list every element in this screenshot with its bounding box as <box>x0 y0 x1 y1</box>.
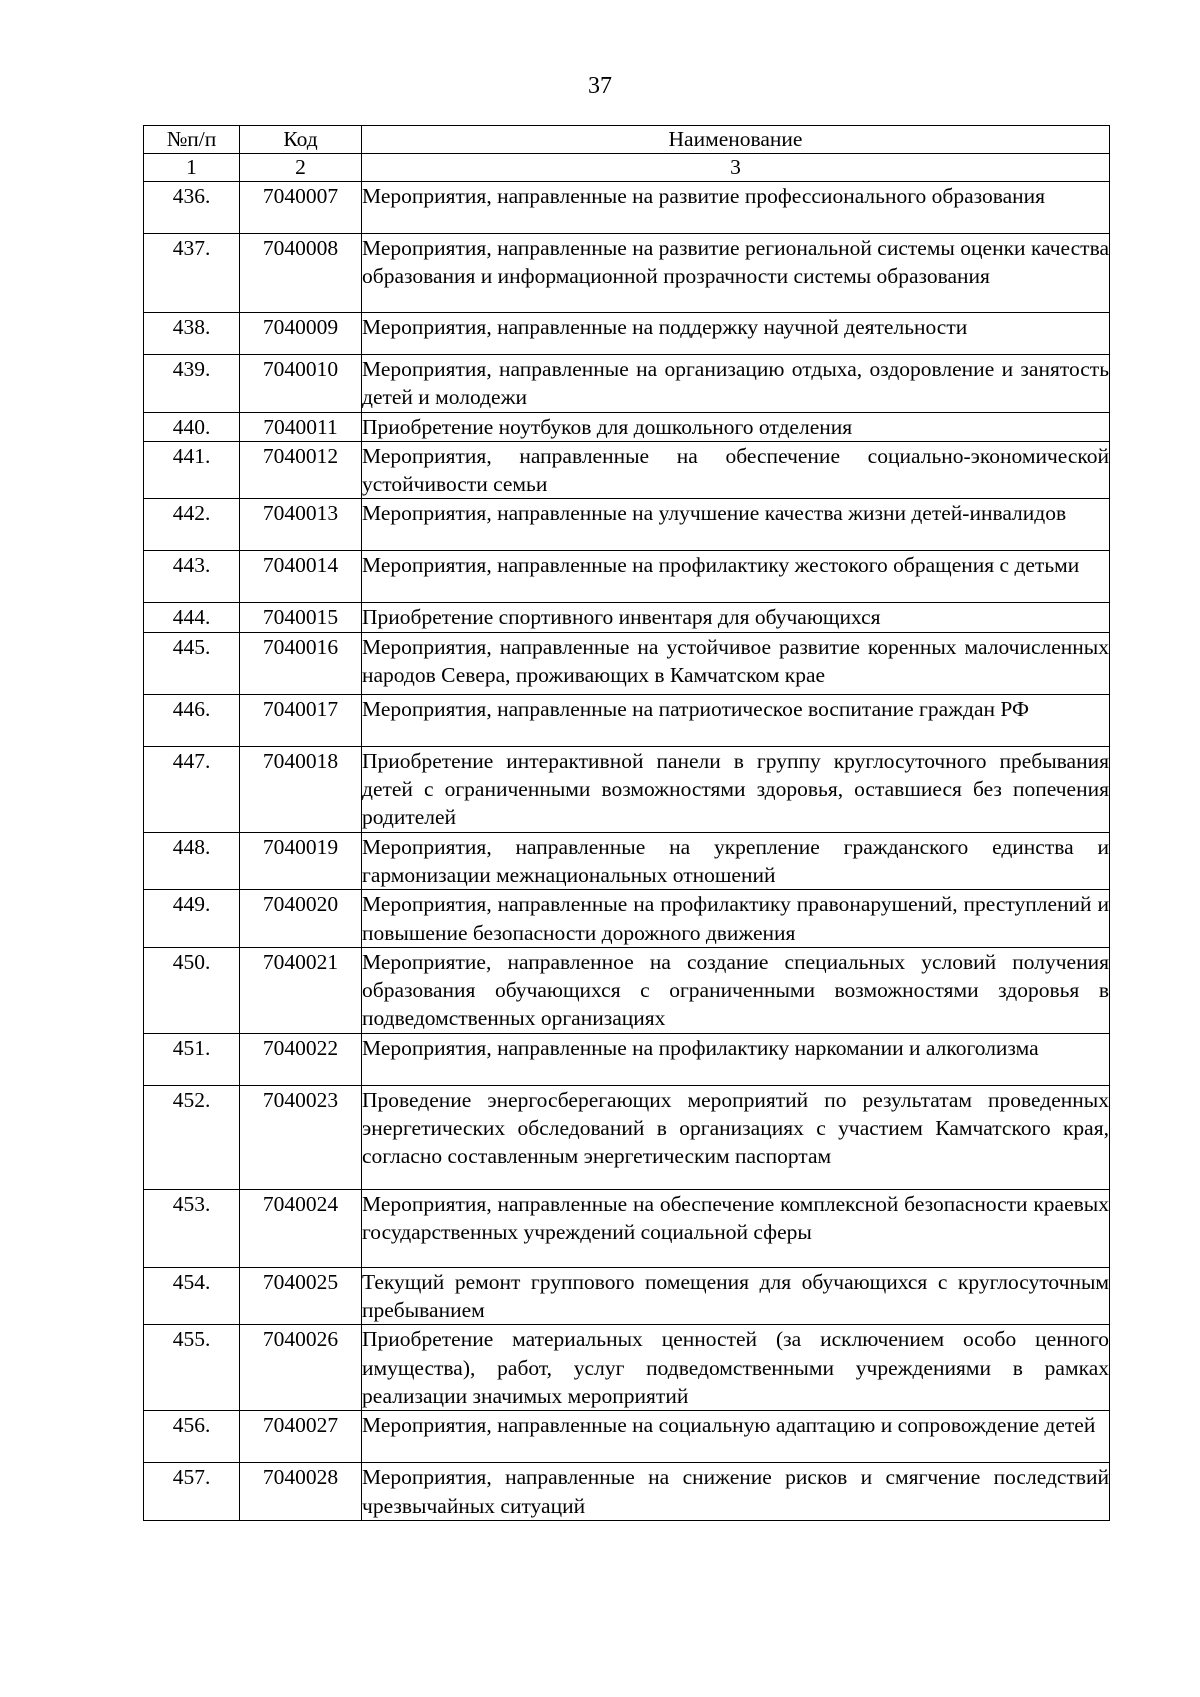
row-number-cell: 444. <box>144 603 240 632</box>
row-code-cell: 7040016 <box>240 632 362 694</box>
column-number-1: 1 <box>144 154 240 182</box>
row-code-cell: 7040008 <box>240 234 362 313</box>
column-number-3: 3 <box>362 154 1110 182</box>
row-code-cell: 7040024 <box>240 1189 362 1267</box>
header-code: Код <box>240 126 362 154</box>
row-number-cell: 454. <box>144 1267 240 1325</box>
table-row <box>144 499 1110 551</box>
row-name-cell: Мероприятия, направленные на обеспечение социально-экономической устойчивости семьи <box>362 441 1110 499</box>
column-numbers-row <box>144 154 1110 182</box>
row-name-cell: Мероприятия, направленные на организацию отдыха, оздоровление и занятость детей и молодежи <box>362 355 1110 413</box>
row-number-cell: 446. <box>144 694 240 746</box>
table-row <box>144 1463 1110 1521</box>
row-name-cell: Мероприятия, направленные на развитие профессионального образования <box>362 182 1110 234</box>
row-number-cell: 447. <box>144 746 240 832</box>
row-code-cell: 7040021 <box>240 947 362 1033</box>
row-name-cell: Приобретение спортивного инвентаря для обучающихся <box>362 603 1110 632</box>
row-name-cell: Мероприятия, направленные на улучшение качества жизни детей-инвалидов <box>362 499 1110 551</box>
row-number-cell: 457. <box>144 1463 240 1521</box>
table-row <box>144 746 1110 832</box>
row-name-cell: Приобретение ноутбуков для дошкольного отделения <box>362 412 1110 441</box>
table-row <box>144 1267 1110 1325</box>
row-code-cell: 7040014 <box>240 551 362 603</box>
header-row <box>144 126 1110 154</box>
row-name-cell: Приобретение материальных ценностей (за исключением особо ценного имущества), работ, услуг подведомственными учреждениями в рамках реализации значимых мероприятий <box>362 1325 1110 1411</box>
table-row <box>144 412 1110 441</box>
row-name-cell: Мероприятия, направленные на социальную адаптацию и сопровождение детей <box>362 1411 1110 1463</box>
row-code-cell: 7040013 <box>240 499 362 551</box>
table-row <box>144 441 1110 499</box>
table-row <box>144 313 1110 355</box>
header-number: №п/п <box>144 126 240 154</box>
header-name: Наименование <box>362 126 1110 154</box>
row-name-cell: Мероприятия, направленные на снижение рисков и смягчение последствий чрезвычайных ситуаций <box>362 1463 1110 1521</box>
table-row <box>144 551 1110 603</box>
row-name-cell: Мероприятие, направленное на создание специальных условий получения образования обучающихся с ограниченными возможностями здоровья в подведомственных организациях <box>362 947 1110 1033</box>
row-name-cell: Приобретение интерактивной панели в группу круглосуточного пребывания детей с ограниченными возможностями здоровья, оставшиеся без попечения родителей <box>362 746 1110 832</box>
row-code-cell: 7040028 <box>240 1463 362 1521</box>
row-number-cell: 456. <box>144 1411 240 1463</box>
row-name-cell: Мероприятия, направленные на профилактику наркомании и алкоголизма <box>362 1033 1110 1085</box>
table-row <box>144 603 1110 632</box>
row-number-cell: 449. <box>144 890 240 948</box>
table-row <box>144 694 1110 746</box>
table-head <box>144 126 1110 182</box>
row-name-cell: Мероприятия, направленные на развитие региональной системы оценки качества образования и информационной прозрачности системы образования <box>362 234 1110 313</box>
row-code-cell: 7040027 <box>240 1411 362 1463</box>
row-name-cell: Текущий ремонт группового помещения для обучающихся с круглосуточным пребыванием <box>362 1267 1110 1325</box>
row-number-cell: 453. <box>144 1189 240 1267</box>
row-number-cell: 437. <box>144 234 240 313</box>
table-row <box>144 947 1110 1033</box>
column-number-2: 2 <box>240 154 362 182</box>
codes-table <box>143 125 1110 1521</box>
row-code-cell: 7040011 <box>240 412 362 441</box>
row-number-cell: 452. <box>144 1085 240 1189</box>
row-code-cell: 7040012 <box>240 441 362 499</box>
row-code-cell: 7040018 <box>240 746 362 832</box>
row-number-cell: 442. <box>144 499 240 551</box>
table-row <box>144 832 1110 890</box>
table-row <box>144 182 1110 234</box>
row-number-cell: 451. <box>144 1033 240 1085</box>
row-name-cell: Мероприятия, направленные на патриотическое воспитание граждан РФ <box>362 694 1110 746</box>
row-code-cell: 7040019 <box>240 832 362 890</box>
row-number-cell: 440. <box>144 412 240 441</box>
row-number-cell: 439. <box>144 355 240 413</box>
row-number-cell: 441. <box>144 441 240 499</box>
row-code-cell: 7040007 <box>240 182 362 234</box>
page-number: 37 <box>588 73 612 99</box>
row-code-cell: 7040017 <box>240 694 362 746</box>
table-row <box>144 632 1110 694</box>
row-code-cell: 7040010 <box>240 355 362 413</box>
table-body <box>144 182 1110 1521</box>
row-code-cell: 7040025 <box>240 1267 362 1325</box>
row-code-cell: 7040015 <box>240 603 362 632</box>
row-name-cell: Мероприятия, направленные на профилактику жестокого обращения с детьми <box>362 551 1110 603</box>
row-number-cell: 445. <box>144 632 240 694</box>
table-row <box>144 1085 1110 1189</box>
row-name-cell: Мероприятия, направленные на устойчивое развитие коренных малочисленных народов Севера, проживающих в Камчатском крае <box>362 632 1110 694</box>
row-name-cell: Мероприятия, направленные на поддержку научной деятельности <box>362 313 1110 355</box>
row-number-cell: 448. <box>144 832 240 890</box>
table-row <box>144 1325 1110 1411</box>
row-name-cell: Мероприятия, направленные на профилактику правонарушений, преступлений и повышение безопасности дорожного движения <box>362 890 1110 948</box>
row-code-cell: 7040020 <box>240 890 362 948</box>
row-code-cell: 7040023 <box>240 1085 362 1189</box>
table-row <box>144 1033 1110 1085</box>
row-code-cell: 7040026 <box>240 1325 362 1411</box>
row-name-cell: Мероприятия, направленные на укрепление гражданского единства и гармонизации межнациональных отношений <box>362 832 1110 890</box>
row-number-cell: 450. <box>144 947 240 1033</box>
row-number-cell: 436. <box>144 182 240 234</box>
table-row <box>144 890 1110 948</box>
row-name-cell: Мероприятия, направленные на обеспечение комплексной безопасности краевых государственных учреждений социальной сферы <box>362 1189 1110 1267</box>
table-row <box>144 1189 1110 1267</box>
row-number-cell: 443. <box>144 551 240 603</box>
table-row <box>144 234 1110 313</box>
row-name-cell: Проведение энергосберегающих мероприятий по результатам проведенных энергетических обследований в организациях с участием Камчатского края, согласно составленным энергетическим паспортам <box>362 1085 1110 1189</box>
row-number-cell: 455. <box>144 1325 240 1411</box>
row-code-cell: 7040009 <box>240 313 362 355</box>
table-row <box>144 355 1110 413</box>
table-row <box>144 1411 1110 1463</box>
row-code-cell: 7040022 <box>240 1033 362 1085</box>
row-number-cell: 438. <box>144 313 240 355</box>
